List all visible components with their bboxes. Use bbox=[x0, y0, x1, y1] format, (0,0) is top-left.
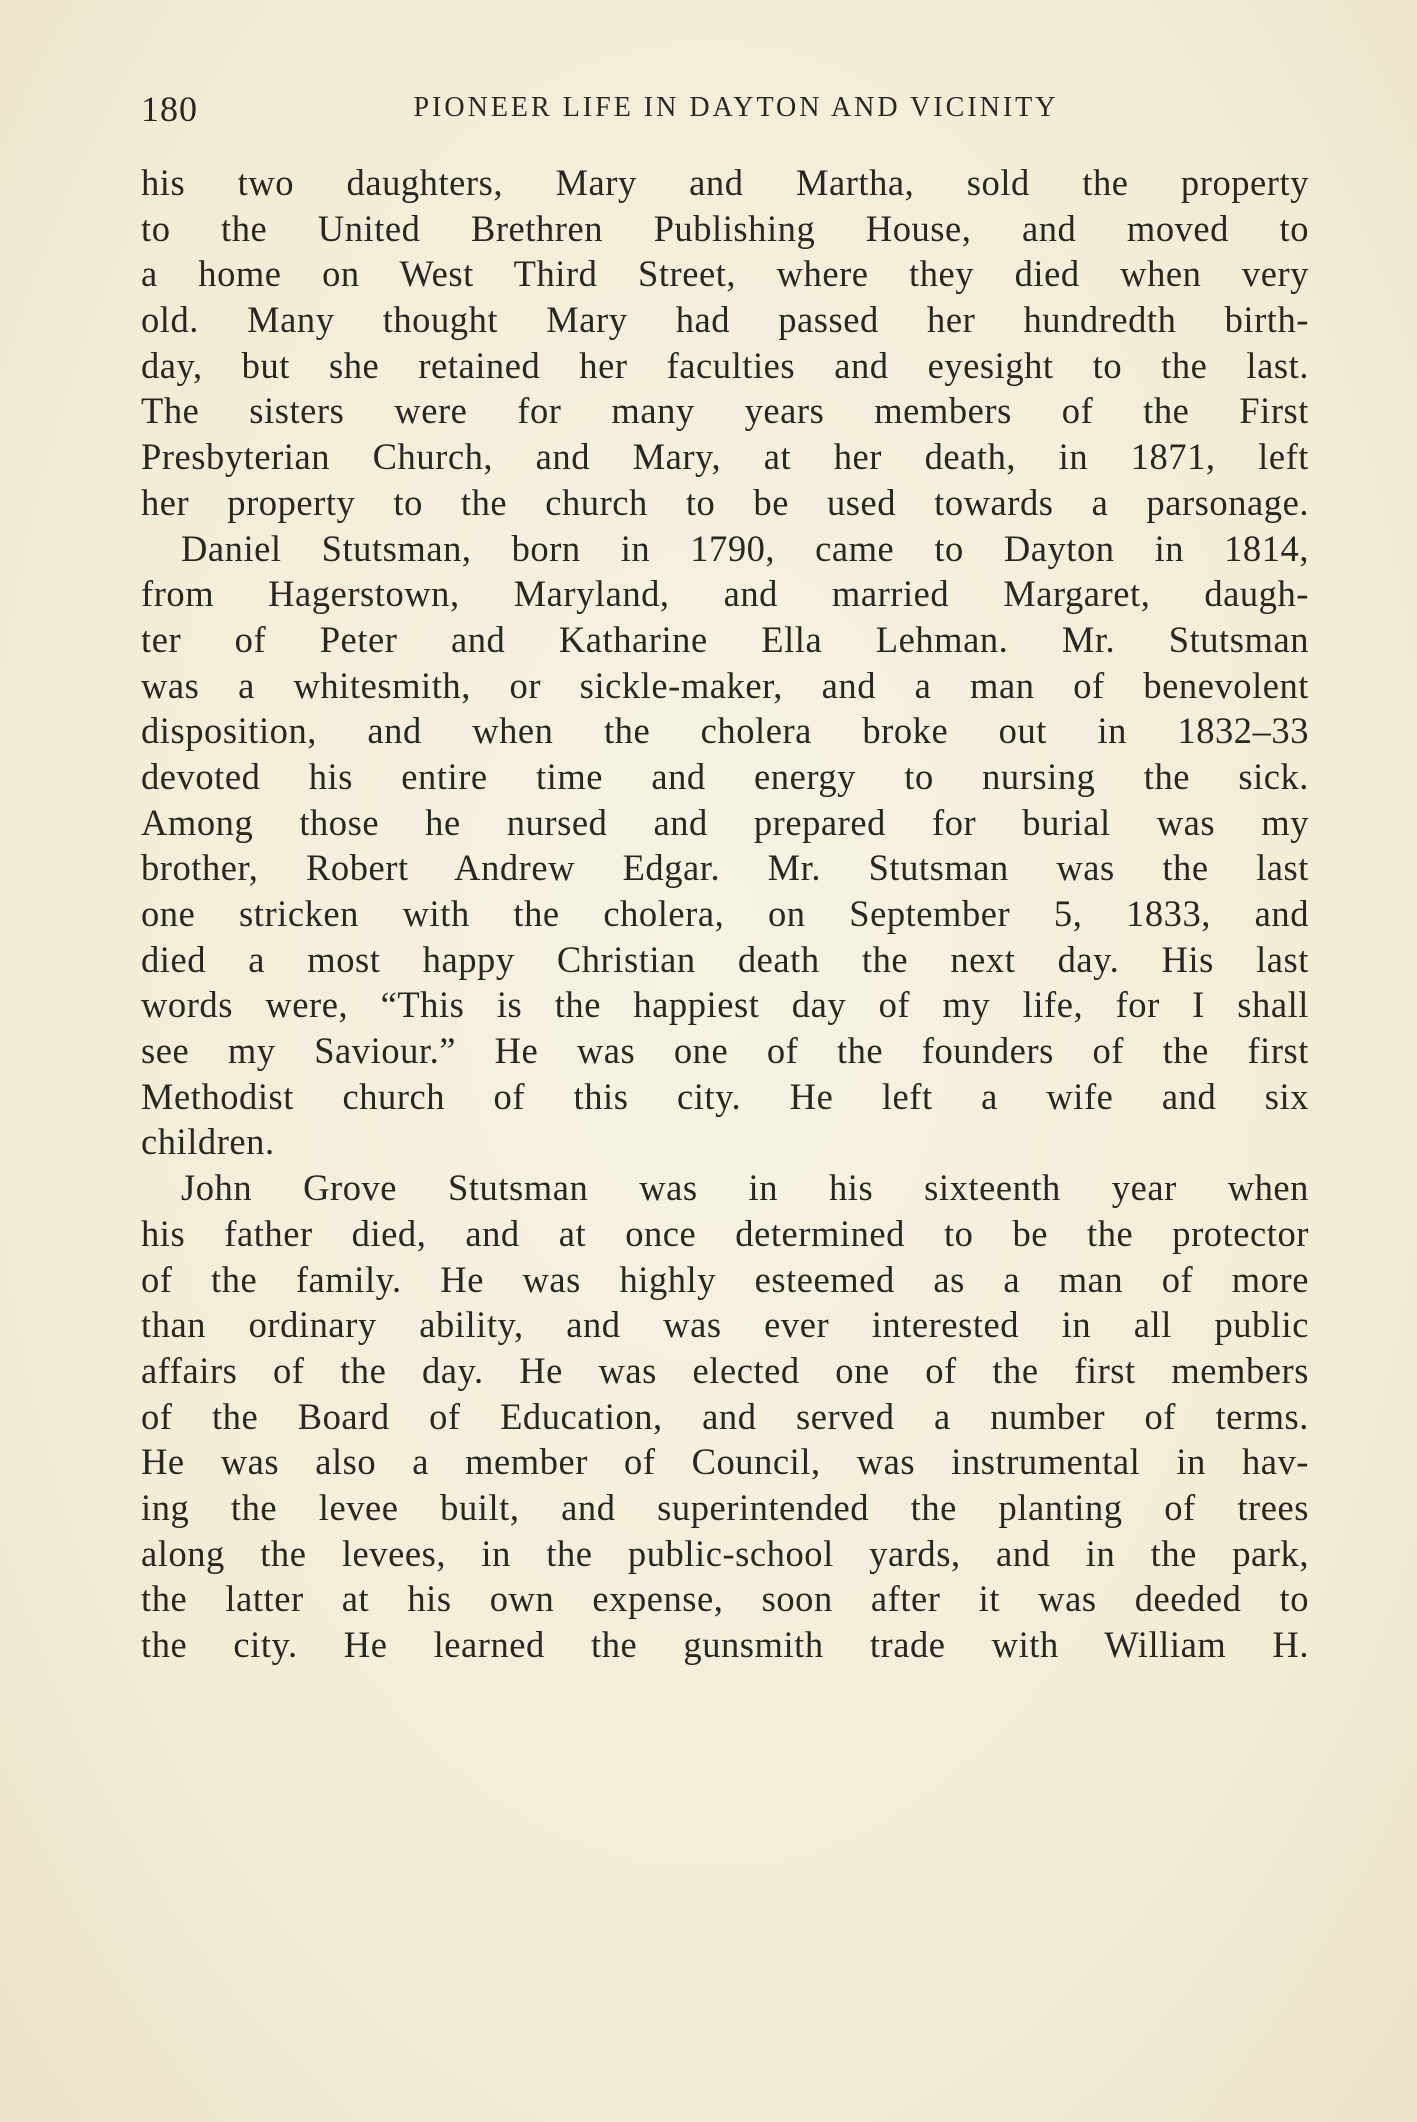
text-line: day, but she retained her faculties and eyesight to the last. bbox=[141, 344, 1309, 386]
text-line: old. Many thought Mary had passed her hundredth birth- bbox=[141, 299, 1309, 341]
text-line: words were, “This is the happiest day of my life, for I shall bbox=[141, 984, 1309, 1026]
text-line: to the United Brethren Publishing House, and moved to bbox=[141, 207, 1309, 249]
text-line: devoted his entire time and energy to nursing the sick. bbox=[141, 755, 1309, 797]
book-title: PIONEER LIFE IN DAYTON AND VICINITY bbox=[413, 92, 1059, 123]
text-line: was a whitesmith, or sickle-maker, and a man of benevolent bbox=[141, 664, 1309, 706]
text-line: Presbyterian Church, and Mary, at her death, in 1871, left bbox=[141, 436, 1309, 478]
text-line: brother, Robert Andrew Edgar. Mr. Stutsman was the last bbox=[141, 847, 1309, 889]
text-line: The sisters were for many years members of the First bbox=[141, 390, 1309, 432]
text-line: died a most happy Christian death the next day. His last bbox=[141, 938, 1309, 980]
text-line: John Grove Stutsman was in his sixteenth year when bbox=[181, 1167, 1309, 1209]
body-text bbox=[141, 160, 1309, 1668]
text-line: his father died, and at once determined to be the protector bbox=[141, 1212, 1309, 1254]
text-line: Among those he nursed and prepared for burial was my bbox=[141, 801, 1309, 843]
text-line: Daniel Stutsman, born in 1790, came to Dayton in 1814, bbox=[181, 527, 1309, 569]
text-line: ing the levee built, and superintended the planting of trees bbox=[141, 1486, 1309, 1528]
text-line: see my Saviour.” He was one of the founders of the first bbox=[141, 1030, 1309, 1072]
text-line: affairs of the day. He was elected one of the first members bbox=[141, 1349, 1309, 1391]
text-line: her property to the church to be used towards a parsonage. bbox=[141, 481, 1309, 523]
text-line: of the Board of Education, and served a number of terms. bbox=[141, 1395, 1309, 1437]
text-line: He was also a member of Council, was instrumental in hav- bbox=[141, 1441, 1309, 1483]
page-number: 180 bbox=[141, 89, 198, 129]
text-line: Methodist church of this city. He left a wife and six bbox=[141, 1075, 1309, 1117]
text-line: ter of Peter and Katharine Ella Lehman. Mr. Stutsman bbox=[141, 618, 1309, 660]
text-line: of the family. He was highly esteemed as a man of more bbox=[141, 1258, 1309, 1300]
text-line: along the levees, in the public-school yards, and in the park, bbox=[141, 1532, 1309, 1574]
text-line: one stricken with the cholera, on September 5, 1833, and bbox=[141, 893, 1309, 934]
running-head bbox=[141, 88, 1311, 138]
text-line: the latter at his own expense, soon after it was deeded to bbox=[141, 1578, 1309, 1620]
text-line: disposition, and when the cholera broke out in 1832–33 bbox=[141, 710, 1309, 752]
text-line: a home on West Third Street, where they died when very bbox=[141, 253, 1309, 295]
text-line: than ordinary ability, and was ever interested in all public bbox=[141, 1304, 1309, 1346]
text-line: his two daughters, Mary and Martha, sold the property bbox=[141, 162, 1309, 203]
text-line: the city. He learned the gunsmith trade with William H. bbox=[141, 1624, 1309, 1665]
text-line: from Hagerstown, Maryland, and married Margaret, daugh- bbox=[141, 573, 1309, 615]
text-line: children. bbox=[141, 1121, 275, 1163]
